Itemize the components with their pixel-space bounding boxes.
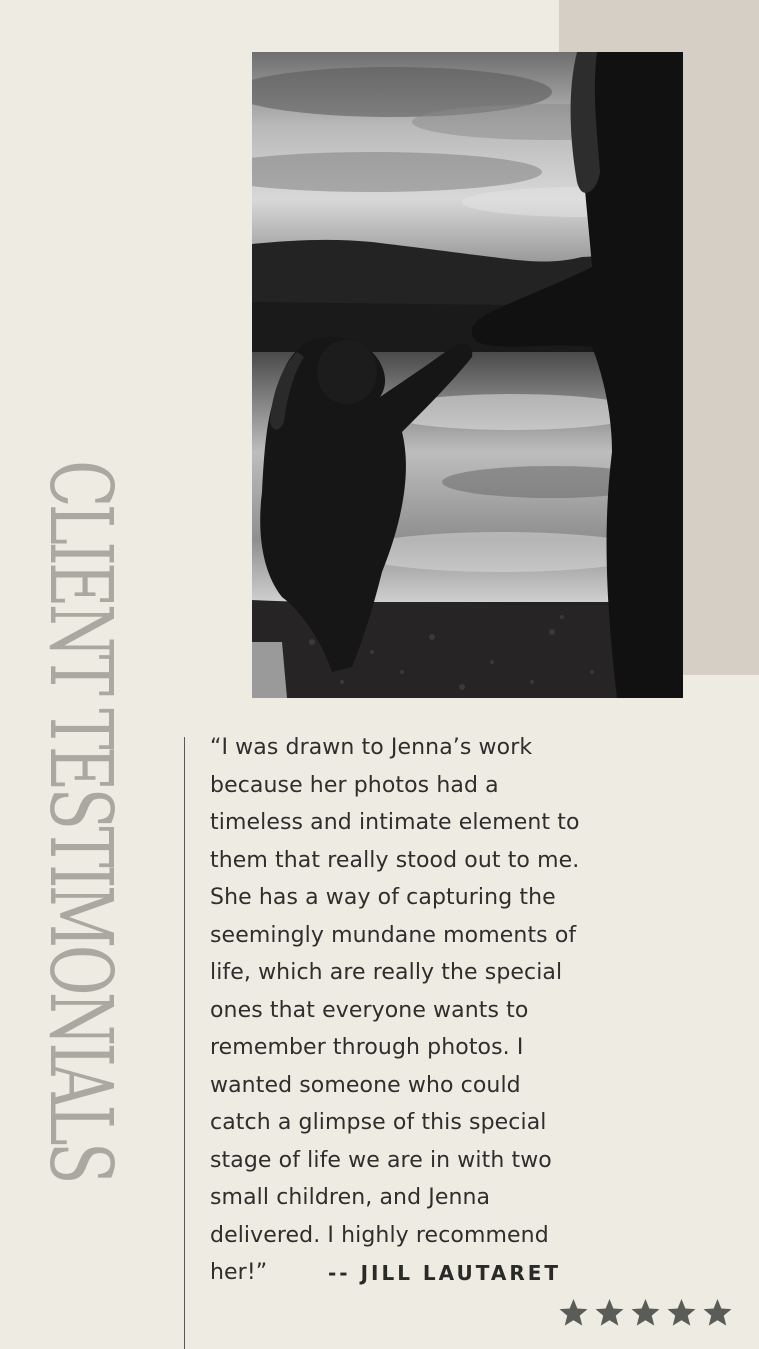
quote-line: life, which are really the special [210,960,563,985]
star-icon [629,1297,662,1329]
star-icon [665,1297,698,1329]
vertical-divider [184,737,185,1349]
quote-line: stage of life we are in with two [210,1147,552,1173]
quote-line: delivered. I highly recommend [210,1222,549,1248]
quote-line: remember through photos. I [210,1035,524,1060]
quote-line: catch a glimpse of this special [210,1110,547,1135]
quote-line: timeless and intimate element to [210,810,580,835]
quote-line: “I was drawn to Jenna’s work [210,735,533,760]
star-icon [701,1297,734,1329]
testimonial-quote [210,729,660,1292]
quote-line: She has a way of capturing the [210,885,556,910]
quote-line: because her photos had a [210,772,499,798]
quote-line: them that really stood out to me. [210,847,580,873]
star-icon [557,1297,590,1329]
page-title [30,300,130,1340]
attribution: -- JILL LAUTARET [328,1261,562,1285]
quote-line: ones that everyone wants to [210,997,529,1023]
quote-line: seemingly mundane moments of [210,922,577,948]
quote-line: her!” [210,1260,268,1285]
star-rating [557,1297,734,1329]
quote-line: small children, and Jenna [210,1185,491,1210]
page-title-text: CLIENT TESTIMONIALS [30,459,130,1181]
testimonial-photo [252,52,683,698]
quote-line: wanted someone who could [210,1072,521,1098]
star-icon [593,1297,626,1329]
